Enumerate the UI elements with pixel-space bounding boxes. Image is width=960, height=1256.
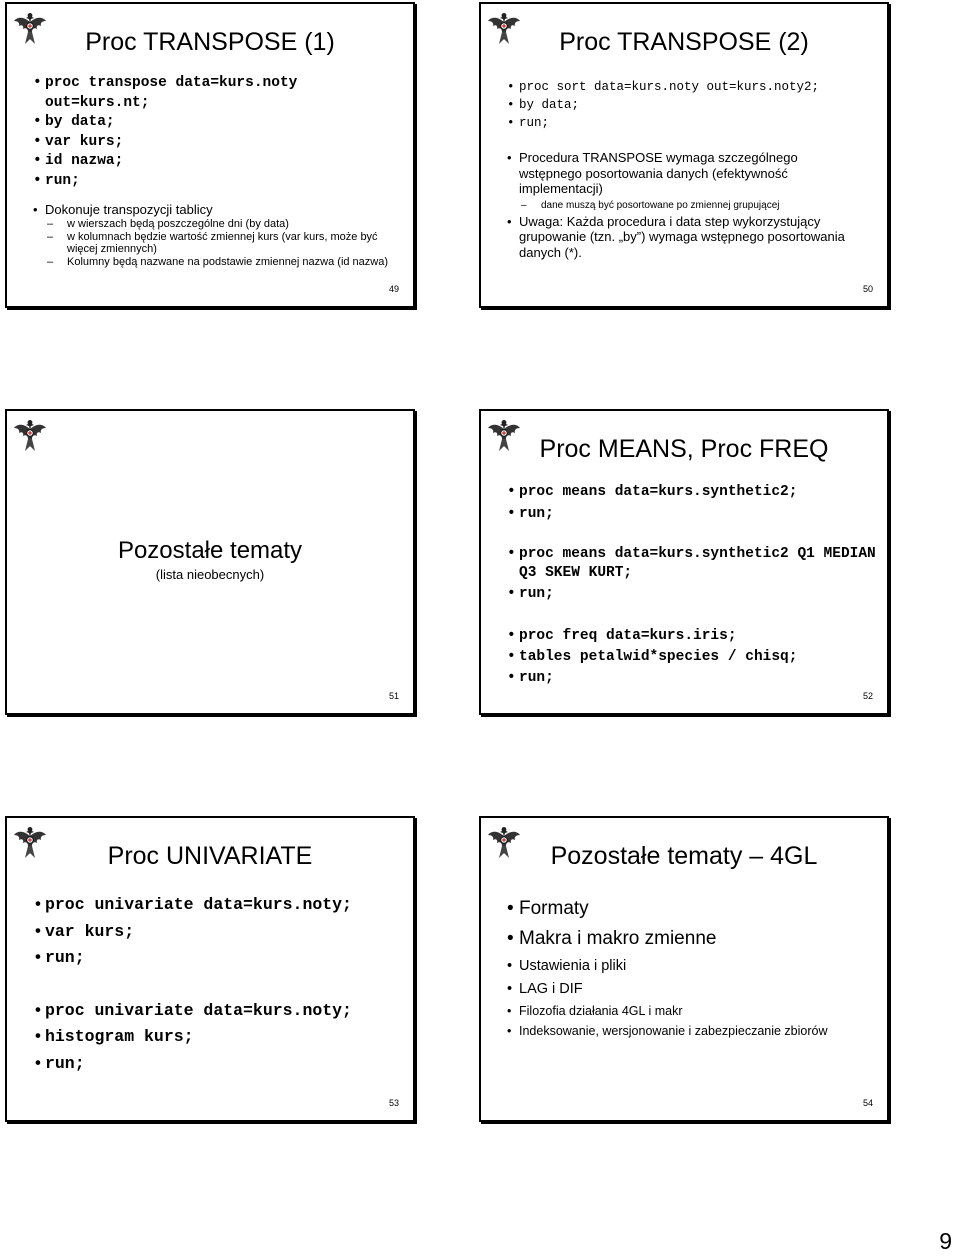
list-item: • Indeksowanie, wersjonowanie i zabezpieczanie zbiorów	[507, 1021, 879, 1041]
slide-51	[5, 409, 415, 715]
code-line: • run;	[507, 505, 877, 524]
code-line: • proc freq data=kurs.iris;	[507, 627, 877, 646]
list-item: • Filozofia działania 4GL i makr	[507, 1001, 879, 1021]
code-line: • by data;	[507, 96, 877, 114]
body-text: Procedura TRANSPOSE wymaga szczególnego wstępnego posortowania danych (efektywność implementacji)	[519, 150, 798, 196]
slide-52	[479, 409, 889, 715]
code-line: • proc sort data=kurs.noty out=kurs.noty2;	[507, 78, 877, 96]
code-line: • run;	[33, 172, 333, 192]
code-line: • run;	[33, 945, 403, 972]
code-line: • proc univariate data=kurs.noty;	[33, 892, 403, 919]
slide-title: Proc UNIVARIATE	[107, 842, 313, 870]
body-text: Dokonuje transpozycji tablicy	[45, 202, 213, 217]
slide-number: 49	[388, 284, 399, 294]
slide-number: 51	[388, 691, 399, 701]
slide-subtitle: (lista nieobecnych)	[155, 567, 265, 582]
code-line: • proc univariate data=kurs.noty;	[33, 998, 403, 1025]
sub-item: – w wierszach będą poszczególne dni (by data)	[45, 218, 393, 231]
code-list	[507, 78, 877, 132]
slide-number: 52	[862, 691, 873, 701]
eagle-emblem-icon	[13, 416, 47, 454]
code-line: • tables petalwid*species / chisq;	[507, 648, 877, 667]
slide-title: Proc TRANSPOSE (2)	[559, 28, 809, 56]
code-line: • run;	[507, 669, 877, 688]
code-line: • by data;	[33, 113, 333, 133]
list-item: • LAG i DIF	[507, 978, 879, 1001]
code-list	[33, 892, 403, 1077]
slide-title: Proc TRANSPOSE (1)	[85, 28, 335, 56]
slide-title: Pozostałe tematy – 4GL	[550, 842, 818, 870]
bullet-list	[507, 150, 859, 260]
sub-item: – Kolumny będą nazwane na podstawie zmiennej nazwa (id nazwa)	[45, 256, 393, 269]
code-line: • run;	[507, 585, 877, 604]
slide-number: 54	[862, 1098, 873, 1108]
list-item: • Formaty	[507, 894, 879, 924]
code-line: • histogram kurs;	[33, 1024, 403, 1051]
body-text: • Uwaga: Każda procedura i data step wykorzystujący grupowanie (tzn. „by”) wymaga wstępnego posortowania danych (*).	[507, 214, 859, 261]
slide-49	[5, 2, 415, 308]
sub-item: – w kolumnach będzie wartość zmiennej kurs (var kurs, może być więcej zmiennych)	[45, 231, 393, 256]
page-number: 9	[939, 1228, 952, 1254]
code-list	[33, 74, 333, 191]
code-line: • var kurs;	[33, 133, 333, 153]
code-line: • proc means data=kurs.synthetic2 Q1 MEDIAN Q3 SKEW KURT;	[507, 545, 877, 583]
slide-number: 50	[862, 284, 873, 294]
slide-number: 53	[388, 1098, 399, 1108]
sub-list	[519, 199, 859, 212]
bullet-list	[33, 202, 393, 268]
code-line: • proc transpose data=kurs.noty out=kurs.nt;	[33, 74, 333, 113]
slide-50	[479, 2, 889, 308]
slide-title: Pozostałe tematy	[117, 537, 303, 564]
list-item: • Ustawienia i pliki	[507, 954, 879, 978]
list-item: • Makra i makro zmienne	[507, 924, 879, 954]
slide-54	[479, 816, 889, 1122]
code-list	[507, 483, 877, 688]
code-line: • run;	[507, 114, 877, 132]
slide-53	[5, 816, 415, 1122]
code-line: • var kurs;	[33, 919, 403, 946]
sub-list	[45, 218, 393, 268]
bullet-list	[507, 894, 879, 1041]
code-line: • proc means data=kurs.synthetic2;	[507, 483, 877, 502]
code-line: • id nazwa;	[33, 152, 333, 172]
sub-item: – dane muszą być posortowane po zmiennej grupującej	[519, 199, 859, 212]
code-line: • run;	[33, 1051, 403, 1078]
slide-title: Proc MEANS, Proc FREQ	[539, 435, 829, 463]
